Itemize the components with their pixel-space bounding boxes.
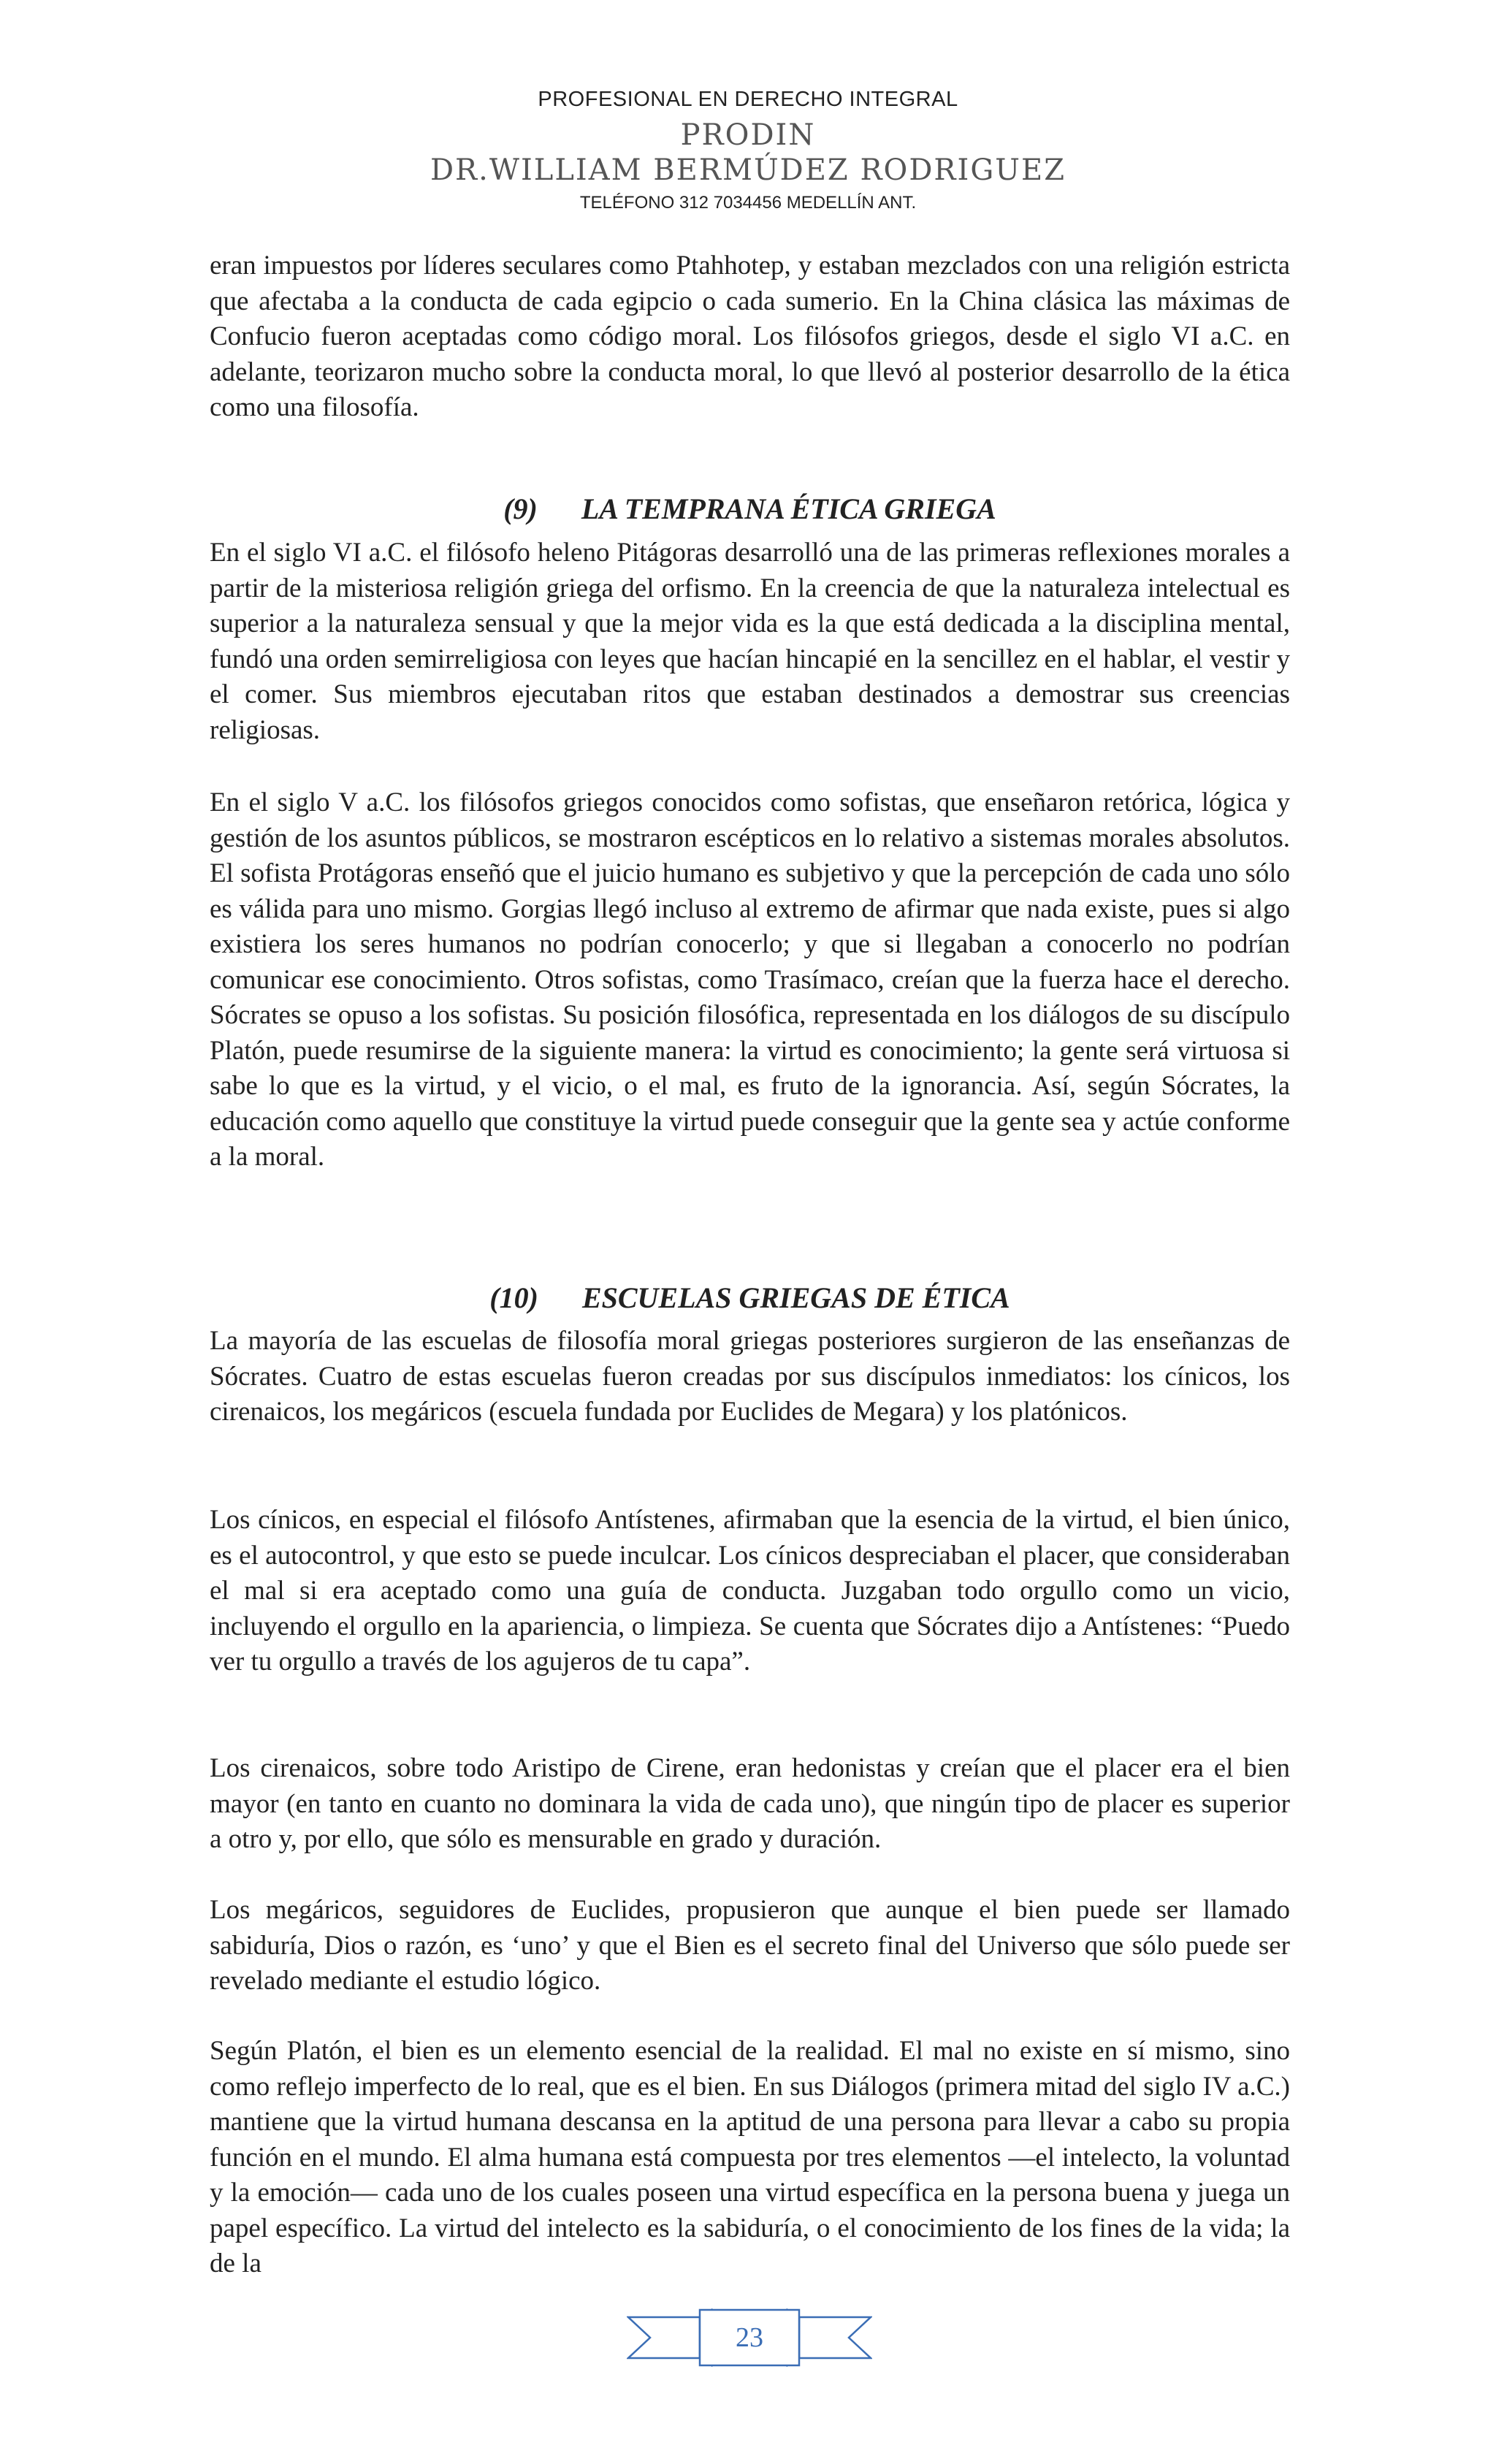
section-10-heading — [210, 1280, 1290, 1316]
section-10-paragraph-4: Los megáricos, seguidores de Euclides, propusieron que aunque el bien puede ser llamado sabiduría, Dios o razón, es ‘uno’ y que el Bien es el secreto final del Universo que sólo puede ser revelado mediante el estudio lógico. — [210, 1895, 1290, 1996]
intro-paragraph: eran impuestos por líderes seculares como Ptahhotep, y estaban mezclados con una religión estricta que afectaba a la conducta de cada egipcio o cada sumerio. En la China clásica las máximas de Confucio fueron aceptadas como código moral. Los filósofos griegos, desde el siglo VI a.C. en adelante, teorizaron mucho sobre la conducta moral, lo que llevó al posterior desarrollo de la ética como una filosofía. — [210, 251, 1290, 422]
section-10-para-3-block — [210, 1751, 1290, 1858]
section-10-paragraph-1: La mayoría de las escuelas de filosofía moral griegas posteriores surgieron de las enseñanzas de Sócrates. Cuatro de estas escuelas fueron creadas por sus discípulos inmediatos: los cínicos, los cirenaicos, los megáricos (escuela fundada por Euclides de Megara) y los platónicos. — [210, 1326, 1290, 1427]
section-10-number: (10) — [489, 1281, 538, 1314]
section-10-para-2-block — [210, 1503, 1290, 1680]
section-9-paragraph-2: En el siglo V a.C. los filósofos griegos conocidos como sofistas, que enseñaron retórica, lógica y gestión de los asuntos públicos, se mostraron escépticos en lo relativo a sistemas morales absolutos. El sofista Protágoras enseñó que el juicio humano es subjetivo y que la percepción de cada uno sólo es válida para uno mismo. Gorgias llegó incluso al extremo de afirmar que nada existe, pues si algo existiera los seres humanos no podrían conocerlo; y que si llegaban a conocerlo no podrían comunicar ese conocimiento. Otros sofistas, como Trasímaco, creían que la fuerza hace el derecho. Sócrates se opuso a los sofistas. Su posición filosófica, representada en los diálogos de su discípulo Platón, puede resumirse de la siguiente manera: la virtud es conocimiento; la gente será virtuosa si sabe lo que es la virtud, y el vicio, o el mal, es fruto de la ignorancia. Así, según Sócrates, la educación como aquello que constituye la virtud puede conseguir que la gente sea y actúe conforme a la moral. — [210, 787, 1290, 1172]
header-firm-acronym: PRODIN — [680, 118, 816, 152]
section-10-paragraph-3: Los cirenaicos, sobre todo Aristipo de Cirene, eran hedonistas y creían que el placer era el bien mayor (en tanto en cuanto no dominara la vida de cada uno), que ningún tipo de placer es superior a otro y, por ello, que sólo es mensurable en grado y duración. — [210, 1753, 1290, 1854]
section-9-paragraph-1: En el siglo VI a.C. el filósofo heleno Pitágoras desarrolló una de las primeras reflexiones morales a partir de la misteriosa religión griega del orfismo. En la creencia de que la naturaleza intelectual es superior a la naturaleza sensual y que la mejor vida es la que está dedicada a la disciplina mental, fundó una orden semirreligiosa con leyes que hacían hincapié en la sencillez en el hablar, el vestir y el comer. Sus miembros ejecutaban ritos que estaban destinados a demostrar sus creencias religiosas. — [210, 538, 1290, 745]
header-author-name: DR.WILLIAM BERMÚDEZ RODRIGUEZ — [430, 153, 1066, 187]
section-10-paragraph-5: Según Platón, el bien es un elemento esencial de la realidad. El mal no existe en sí mismo, sino como reflejo imperfecto de lo real, que es el bien. En sus Diálogos (primera mitad del siglo IV a.C.) mantiene que la virtud humana descansa en la aptitud de una persona para llevar a cabo su propia función en el mundo. El alma humana está compuesta por tres elementos —el intelecto, la voluntad y la emoción— cada uno de los cuales poseen una virtud específica en la persona buena y juega un papel específico. La virtud del intelecto es la sabiduría, o el conocimiento de los fines de la vida; la de la — [210, 2036, 1290, 2278]
section-9-para-1-block — [210, 535, 1290, 748]
section-10-paragraph-2: Los cínicos, en especial el filósofo Antístenes, afirmaban que la esencia de la virtud, el bien único, es el autocontrol, y que esto se puede inculcar. Los cínicos despreciaban el placer, que consideraban el mal si era aceptado como una guía de conducta. Juzgaban todo orgullo como un vicio, incluyendo el orgullo en la apariencia, o limpieza. Se cuenta que Sócrates dijo a Antístenes: “Puedo ver tu orgullo a través de los agujeros de tu capa”. — [210, 1505, 1290, 1677]
section-9-heading — [210, 491, 1290, 527]
header-contact: TELÉFONO 312 7034456 MEDELLÍN ANT. — [579, 193, 917, 213]
page-number: 23 — [736, 2322, 763, 2353]
section-10-para-1-block — [210, 1324, 1290, 1430]
section-10-title: ESCUELAS GRIEGAS DE ÉTICA — [581, 1281, 1010, 1314]
header-firm-title: PROFESIONAL EN DERECHO INTEGRAL — [538, 88, 958, 111]
section-9-number: (9) — [503, 492, 538, 525]
section-9-title: LA TEMPRANA ÉTICA GRIEGA — [581, 492, 996, 525]
section-9-para-2-block — [210, 785, 1290, 1175]
section-10-para-5-block — [210, 2034, 1290, 2282]
section-10-para-4-block — [210, 1893, 1290, 1999]
intro-block — [210, 248, 1290, 426]
